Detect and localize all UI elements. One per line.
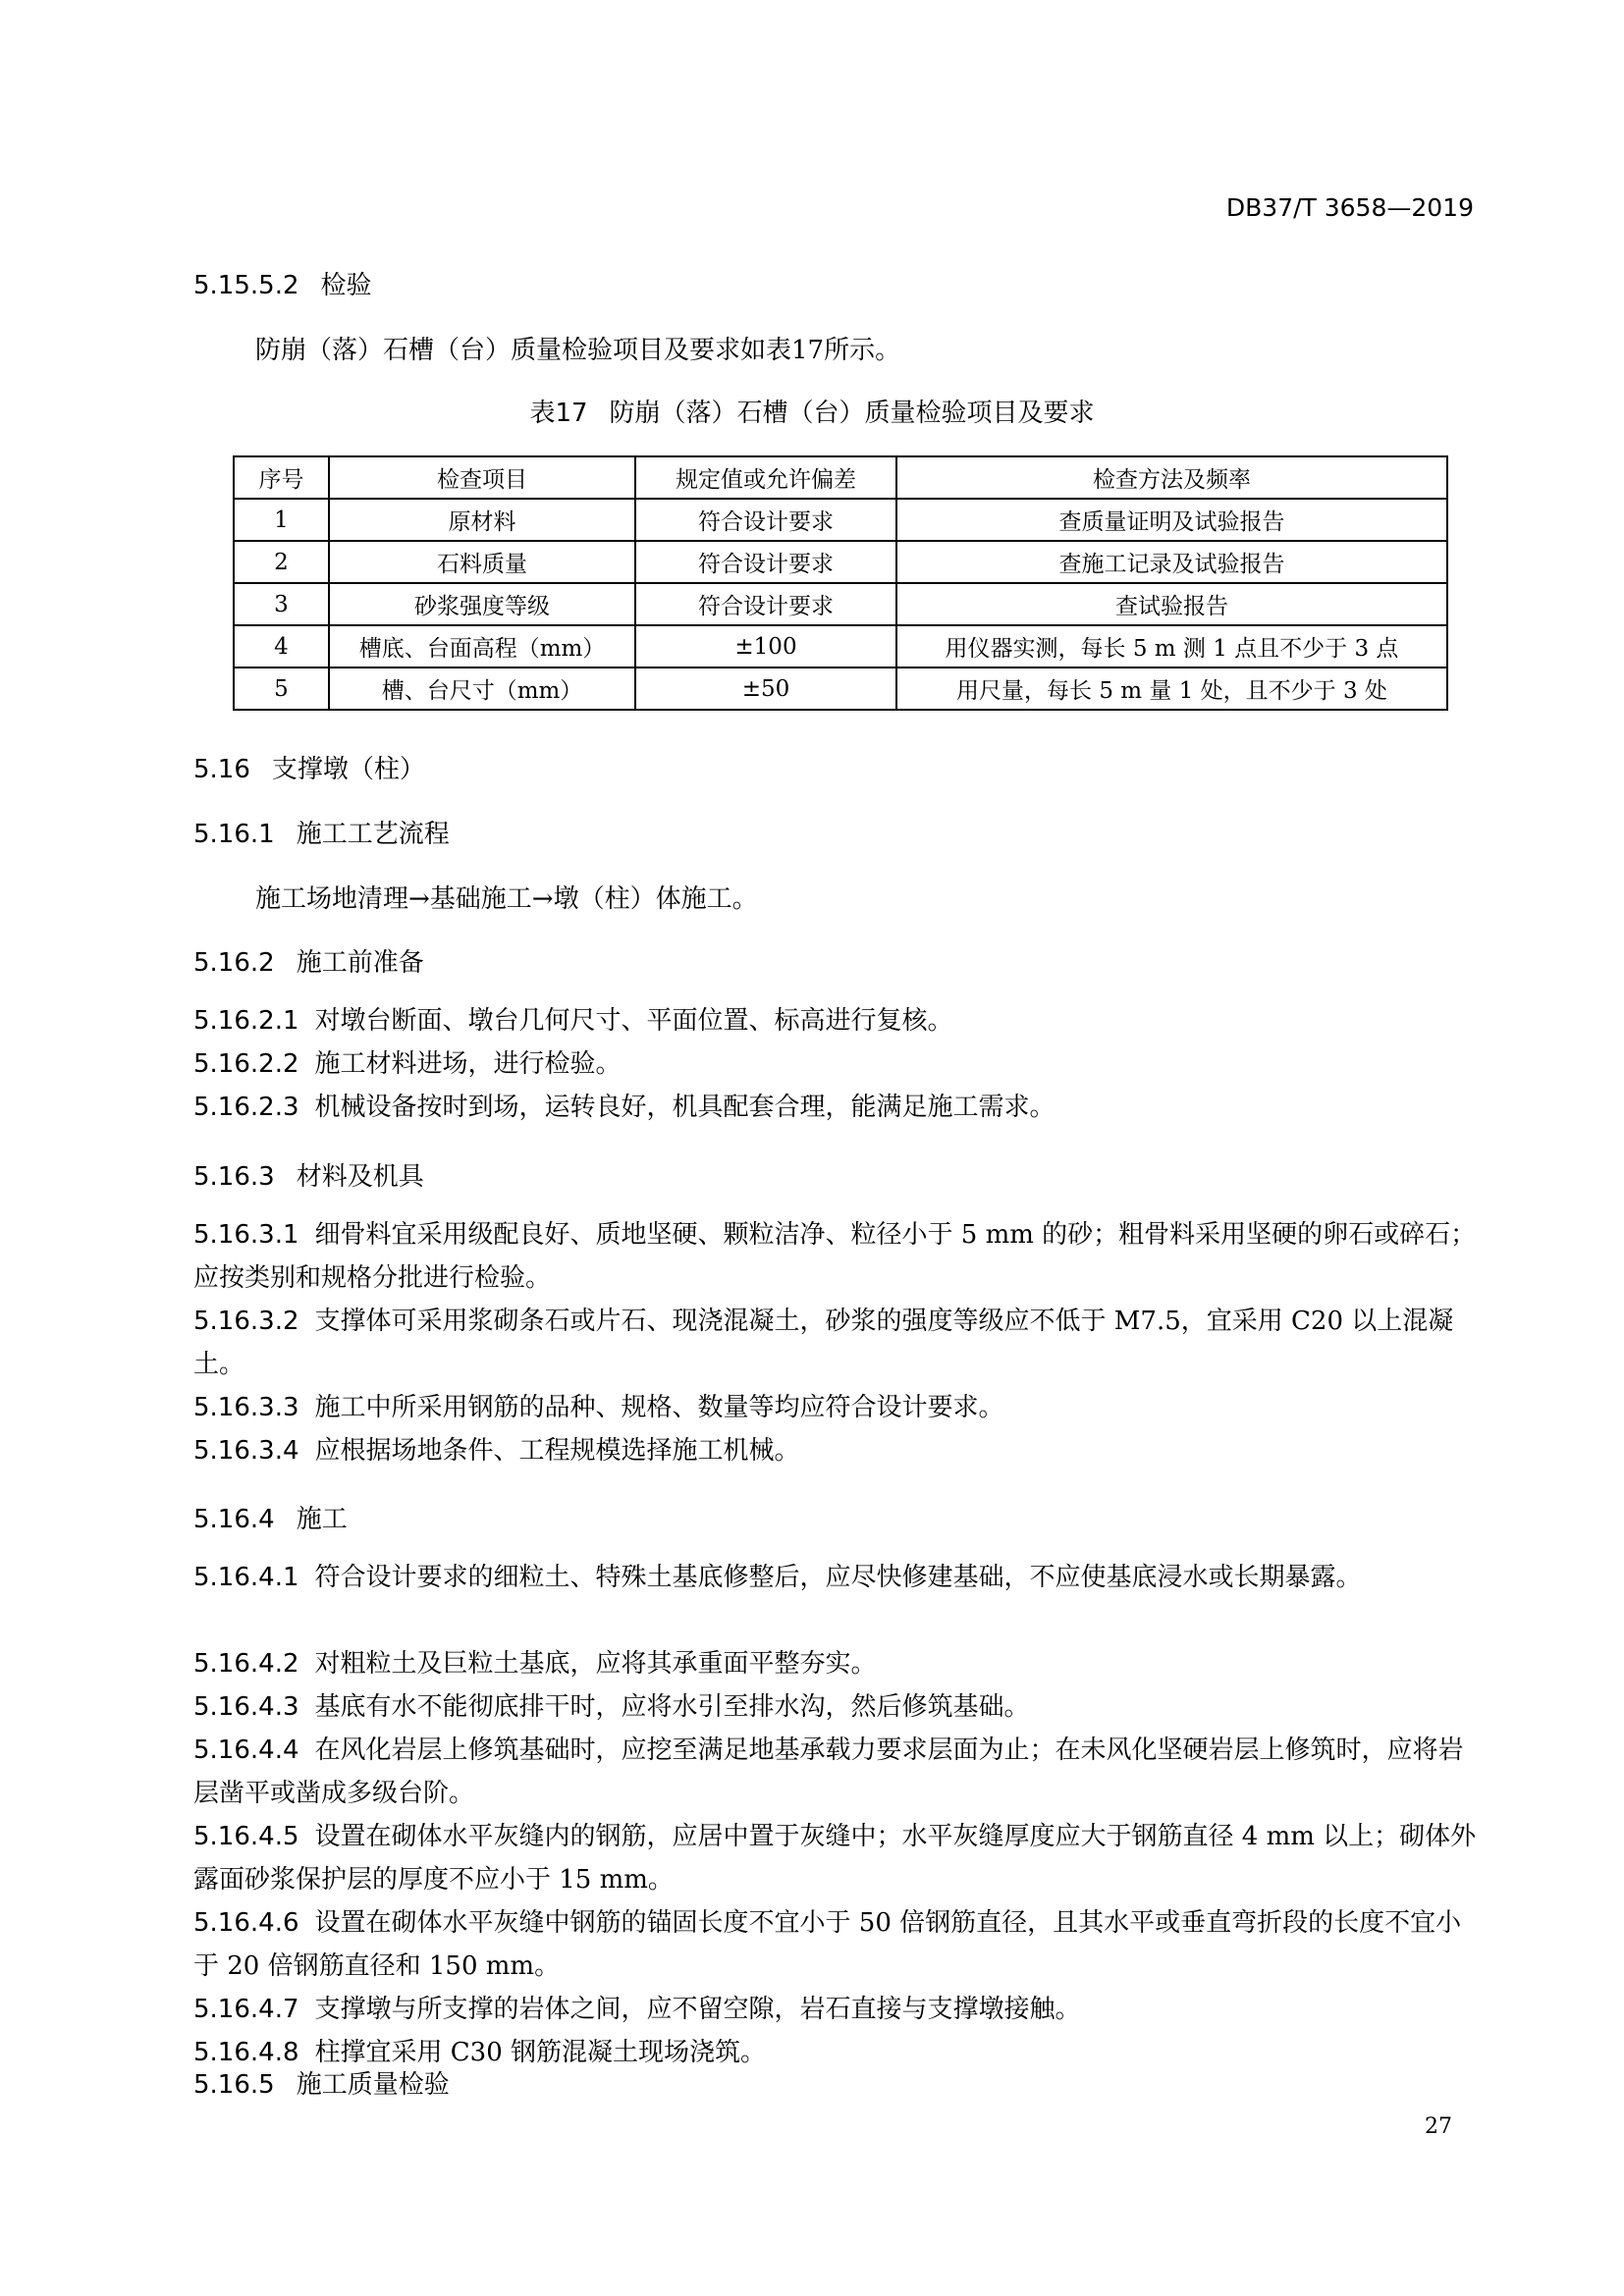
table-row — [234, 499, 1447, 541]
clause-number: 5.16.4.6 — [193, 1908, 299, 1938]
section-heading-5-16-3 — [193, 1156, 424, 1193]
clause-number: 5.16.3.1 — [193, 1220, 299, 1250]
clause-5-16-4-5 — [193, 1815, 1480, 1901]
clause-text: 对墩台断面、墩台几何尺寸、平面位置、标高进行复核。 — [314, 1006, 953, 1036]
table-header-row — [234, 456, 1447, 499]
table-row — [234, 625, 1447, 667]
clause-5-16-4-7 — [193, 1988, 1480, 2031]
table-cell: 2 — [234, 541, 329, 583]
clause-number: 5.16.4.4 — [193, 1735, 299, 1765]
section-number: 5.16.5 — [193, 2070, 275, 2100]
clause-text: 应根据场地条件、工程规模选择施工机械。 — [314, 1436, 800, 1466]
header-cell: 序号 — [234, 456, 329, 499]
clause-text: 设置在砌体水平灰缝内的钢筋，应居中置于灰缝中；水平灰缝厚度应大于钢筋直径 4 mm 以上；砌体外露面砂浆保护层的厚度不应小于 15 mm。 — [193, 1822, 1477, 1895]
table-cell: 查质量证明及试验报告 — [896, 499, 1447, 541]
clause-text: 基底有水不能彻底排干时，应将水引至排水沟，然后修筑基础。 — [314, 1692, 1030, 1722]
page-number: 27 — [1425, 2114, 1452, 2139]
header-cell: 检查方法及频率 — [896, 456, 1447, 499]
section-number: 5.16.3 — [193, 1162, 275, 1192]
clause-number: 5.16.4.5 — [193, 1822, 299, 1851]
clause-text: 支撑墩与所支撑的岩体之间，应不留空隙，岩石直接与支撑墩接触。 — [314, 1995, 1081, 2024]
section-number: 5.16.2 — [193, 948, 275, 978]
clause-5-16-4-4 — [193, 1729, 1480, 1815]
clause-5-16-3-3 — [193, 1386, 1480, 1429]
table-cell: 3 — [234, 583, 329, 625]
table-cell: 用尺量，每长 5 m 量 1 处，且不少于 3 处 — [896, 667, 1447, 710]
table-cell: 原材料 — [329, 499, 635, 541]
table-cell: 石料质量 — [329, 541, 635, 583]
doc-code-header: DB37/T 3658—2019 — [1225, 193, 1474, 222]
section-title: 施工工艺流程 — [296, 820, 450, 849]
clause-5-16-2-1 — [193, 999, 1480, 1042]
clause-number: 5.16.3.3 — [193, 1393, 299, 1422]
clause-5-16-2-3 — [193, 1086, 1480, 1129]
section-heading-5-15-5-2 — [193, 265, 372, 301]
header-cell: 检查项目 — [329, 456, 635, 499]
table-cell: 用仪器实测，每长 5 m 测 1 点且不少于 3 点 — [896, 625, 1447, 667]
intro-paragraph: 防崩（落）石槽（台）质量检验项目及要求如表17所示。 — [255, 336, 901, 365]
section-heading-5-16-4 — [193, 1499, 348, 1535]
clause-text: 设置在砌体水平灰缝中钢筋的锚固长度不宜小于 50 倍钢筋直径，且其水平或垂直弯折段的长度不宜小于 20 倍钢筋直径和 150 mm。 — [193, 1908, 1462, 1981]
section-heading-5-16-2 — [193, 942, 424, 979]
table-cell: 符合设计要求 — [635, 541, 896, 583]
table-cell: ±100 — [635, 625, 896, 667]
section-number: 5.16.4 — [193, 1505, 275, 1534]
section-title: 施工前准备 — [296, 948, 424, 978]
clause-number: 5.16.2.3 — [193, 1093, 299, 1122]
process-flow-paragraph: 施工场地清理→基础施工→墩（柱）体施工。 — [255, 884, 758, 914]
table-number: 表17 — [529, 399, 588, 428]
table-cell: 5 — [234, 667, 329, 710]
section-number: 5.16 — [193, 755, 250, 784]
clause-number: 5.16.2.2 — [193, 1049, 299, 1079]
clause-number: 5.16.3.4 — [193, 1436, 299, 1466]
clause-5-16-4-2 — [193, 1642, 1480, 1685]
section-title: 施工 — [296, 1505, 348, 1534]
clause-text: 细骨料宜采用级配良好、质地坚硬、颗粒洁净、粒径小于 5 mm 的砂；粗骨料采用坚硬的卵石或碎石；应按类别和规格分批进行检验。 — [193, 1220, 1477, 1293]
clause-text: 对粗粒土及巨粒土基底，应将其承重面平整夯实。 — [314, 1649, 877, 1679]
table-row — [234, 541, 1447, 583]
table-cell: ±50 — [635, 667, 896, 710]
clause-text: 施工中所采用钢筋的品种、规格、数量等均应符合设计要求。 — [314, 1393, 1004, 1422]
table-cell: 4 — [234, 625, 329, 667]
clause-text: 符合设计要求的细粒土、特殊土基底修整后，应尽快修建基础，不应使基底浸水或长期暴露。 — [314, 1563, 1362, 1592]
inspection-table — [233, 455, 1448, 711]
clause-5-16-2-2 — [193, 1042, 1480, 1086]
section-number: 5.16.1 — [193, 820, 275, 849]
clause-number: 5.16.3.2 — [193, 1307, 299, 1336]
table-cell: 查施工记录及试验报告 — [896, 541, 1447, 583]
clause-5-16-4-6 — [193, 1901, 1480, 1988]
table-caption — [0, 393, 1624, 429]
clause-number: 5.16.4.8 — [193, 2038, 299, 2067]
clause-number: 5.16.4.3 — [193, 1692, 299, 1722]
clause-5-16-3-2 — [193, 1300, 1480, 1386]
header-cell: 规定值或允许偏差 — [635, 456, 896, 499]
section-title: 检验 — [320, 271, 372, 300]
clause-5-16-3-1 — [193, 1213, 1480, 1300]
clause-number: 5.16.4.2 — [193, 1649, 299, 1679]
clause-text: 施工材料进场，进行检验。 — [314, 1049, 622, 1079]
clause-5-16-4-3 — [193, 1685, 1480, 1729]
section-number: 5.15.5.2 — [193, 271, 299, 300]
clause-5-16-4-1 — [193, 1556, 1480, 1599]
table-cell: 槽、台尺寸（mm） — [329, 667, 635, 710]
section-heading-5-16-1 — [193, 814, 450, 850]
table-row — [234, 667, 1447, 710]
section-title: 施工质量检验 — [296, 2070, 450, 2100]
clause-number: 5.16.4.7 — [193, 1995, 299, 2024]
table-cell: 槽底、台面高程（mm） — [329, 625, 635, 667]
table-cell: 符合设计要求 — [635, 499, 896, 541]
section-title: 支撑墩（柱） — [271, 755, 425, 784]
clause-number: 5.16.4.1 — [193, 1563, 299, 1592]
table-cell: 砂浆强度等级 — [329, 583, 635, 625]
clause-text: 在风化岩层上修筑基础时，应挖至满足地基承载力要求层面为止；在未风化坚硬岩层上修筑时，应将岩层凿平或凿成多级台阶。 — [193, 1735, 1464, 1808]
clause-text: 柱撑宜采用 C30 钢筋混凝土现场浇筑。 — [314, 2038, 767, 2067]
table-title: 防崩（落）石槽（台）质量检验项目及要求 — [609, 399, 1095, 428]
section-heading-5-16-5 — [193, 2064, 450, 2101]
clause-text: 机械设备按时到场，运转良好，机具配套合理，能满足施工需求。 — [314, 1093, 1056, 1122]
clause-5-16-3-4 — [193, 1429, 1480, 1472]
section-title: 材料及机具 — [296, 1162, 424, 1192]
table-cell: 查试验报告 — [896, 583, 1447, 625]
section-heading-5-16 — [193, 749, 425, 785]
table-row — [234, 583, 1447, 625]
clause-number: 5.16.2.1 — [193, 1006, 299, 1036]
table-cell: 符合设计要求 — [635, 583, 896, 625]
clause-text: 支撑体可采用浆砌条石或片石、现浇混凝土，砂浆的强度等级应不低于 M7.5，宜采用 C20 以上混凝土。 — [193, 1307, 1454, 1379]
table-cell: 1 — [234, 499, 329, 541]
